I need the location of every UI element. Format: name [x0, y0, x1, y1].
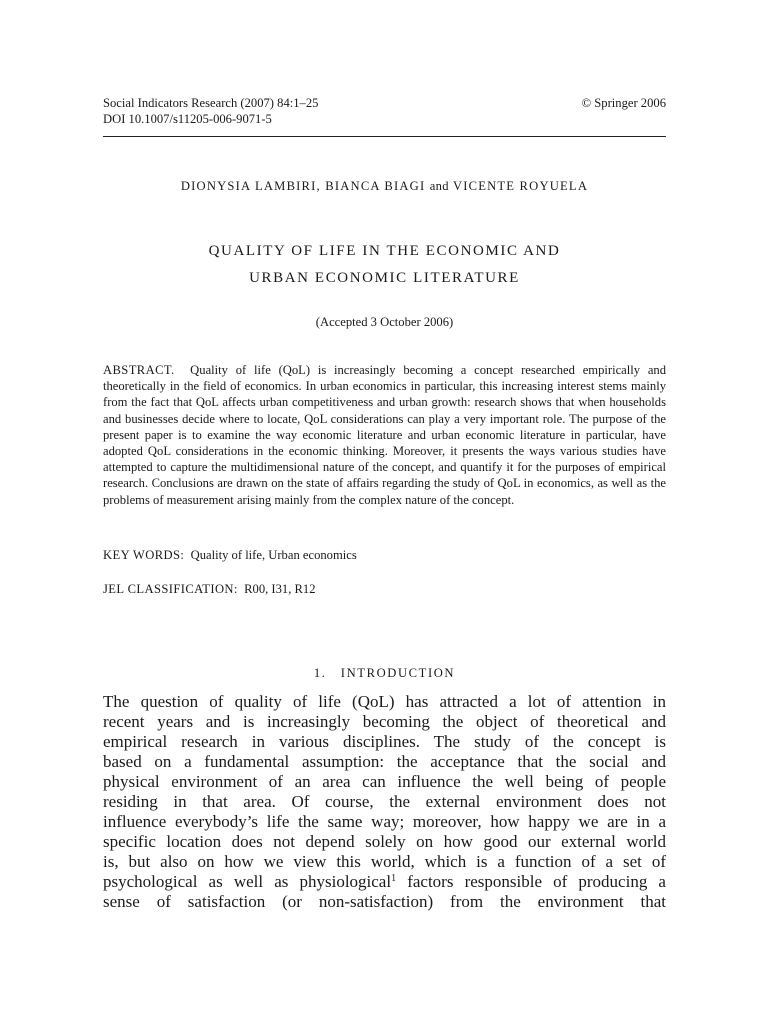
author-names-2: VICENTE ROYUELA — [452, 179, 589, 193]
jel-codes: R00, I31, R12 — [244, 582, 316, 596]
title-line-1: QUALITY OF LIFE IN THE ECONOMIC AND — [208, 243, 561, 259]
author-conjunction: and — [429, 179, 449, 193]
body-line: empirical research in various disciplines. The study of the concept is — [103, 732, 666, 751]
introduction-body — [103, 692, 666, 912]
keywords-text: Quality of life, Urban economics — [190, 548, 357, 562]
copyright: © Springer 2006 — [581, 96, 666, 110]
header-rule — [103, 136, 666, 137]
abstract-label: ABSTRACT. — [103, 363, 175, 377]
body-text: factors responsible of producing a — [396, 872, 666, 891]
body-line: sense of satisfaction (or non-satisfaction) from the environment that — [103, 892, 666, 911]
body-line: recent years and is increasingly becoming the object of theoretical and — [103, 712, 666, 731]
section-title: INTRODUCTION — [340, 666, 456, 680]
jel-label: JEL CLASSIFICATION: — [103, 582, 238, 596]
keywords — [103, 548, 666, 563]
abstract-text: Quality of life (QoL) is increasingly becoming a concept researched empirically and theoretically in the field of economics. In urban economics in particular, this increasing interest stems mainly from the fact that QoL affects urban competitiveness and urban growth: research shows that when households and businesses decide where to locate, QoL considerations can play a very important role. The purpose of the present paper is to examine the way economic literature and urban economic literature in particular, have adopted QoL considerations in the economic thinking. Moreover, it presents the ways various studies have attempted to capture the multidimensional nature of the concept, and quantify it for the purposes of empirical research. Conclusions are drawn on the state of affairs regarding the study of QoL in economics, as well as the problems of measurement arising mainly from the complex nature of the concept. — [103, 363, 667, 507]
body-line: is, but also on how we view this world, which is a function of a set of — [103, 852, 666, 871]
jel-classification — [103, 582, 666, 597]
body-line: physical environment of an area can influence the well being of people — [103, 772, 666, 791]
body-line: based on a fundamental assumption: the acceptance that the social and — [103, 752, 666, 771]
keywords-label: KEY WORDS: — [103, 548, 185, 562]
section-number: 1. — [313, 666, 327, 680]
abstract — [103, 362, 666, 508]
body-text: psychological as well as physiological — [103, 872, 392, 891]
journal-header — [103, 95, 666, 127]
body-line: residing in that area. Of course, the external environment does not — [103, 792, 666, 811]
accepted-date: (Accepted 3 October 2006) — [315, 315, 454, 329]
title-line-2: URBAN ECONOMIC LITERATURE — [249, 270, 520, 286]
doi[interactable]: DOI 10.1007/s11205-006-9071-5 — [103, 112, 272, 126]
journal-citation: Social Indicators Research (2007) 84:1–25 — [103, 96, 319, 110]
authors — [103, 179, 666, 194]
body-line-with-footnote — [103, 872, 666, 892]
paper-title — [103, 238, 666, 292]
footnote-mark[interactable]: 1 — [391, 873, 397, 884]
body-line: influence everybody’s life the same way; moreover, how happy we are in a — [103, 812, 666, 831]
author-names-1: DIONYSIA LAMBIRI, BIANCA BIAGI — [180, 179, 426, 193]
body-line: The question of quality of life (QoL) has attracted a lot of attention in — [103, 692, 666, 711]
section-heading — [103, 666, 666, 681]
body-line: specific location does not depend solely on how good our external world — [103, 832, 666, 851]
